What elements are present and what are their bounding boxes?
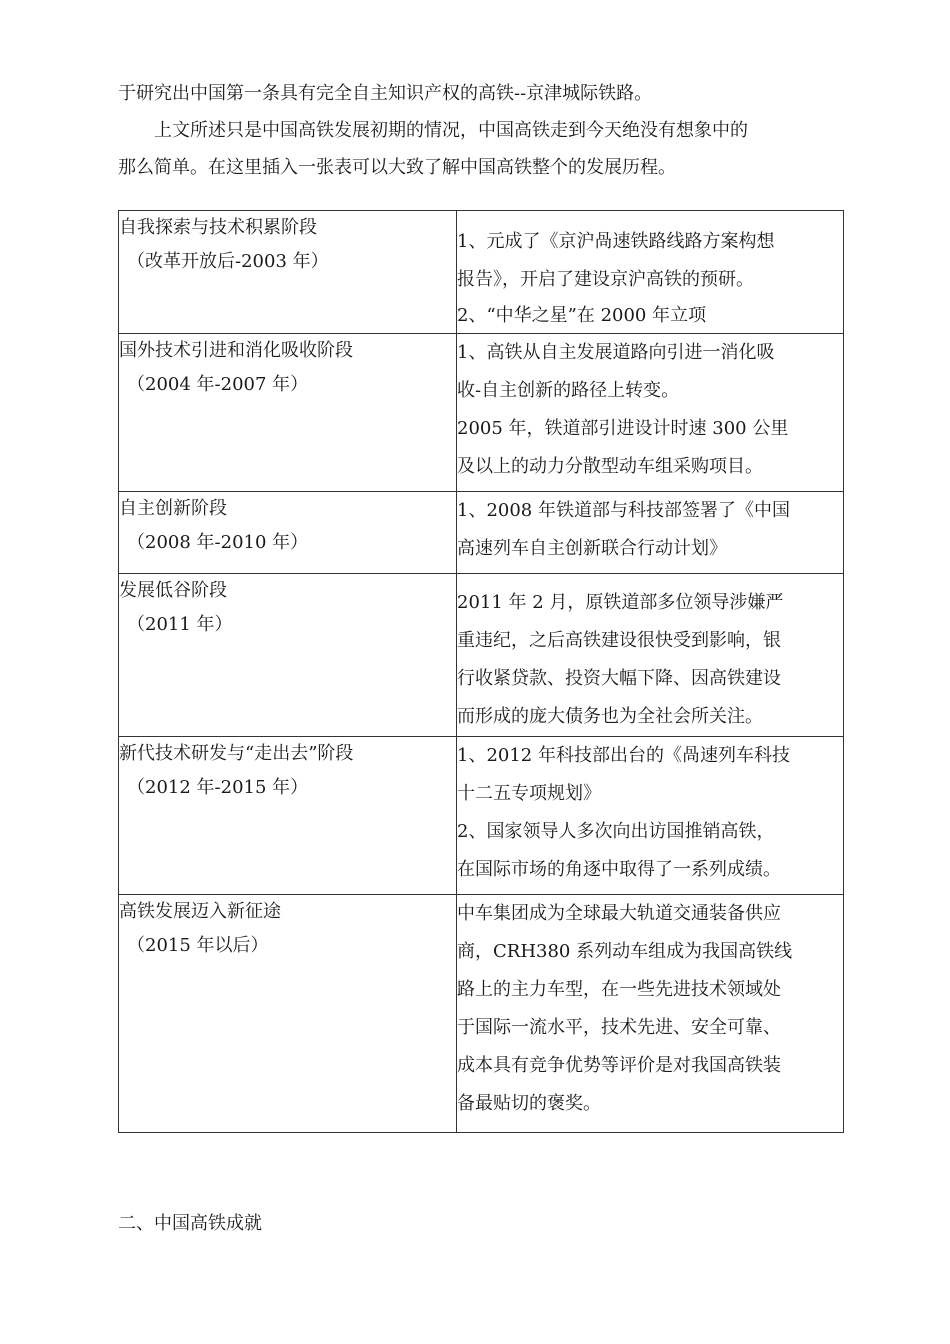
desc-line: 于国际一流水平，技术先进、安全可靠、 — [457, 1017, 781, 1038]
stage-period: （2015 年以后） — [127, 935, 269, 956]
desc-cell — [457, 211, 844, 334]
table-row — [119, 334, 844, 492]
desc-line: 1、元成了《京沪咼速铁路线路方案构想 — [457, 231, 775, 252]
desc-line: 2011 年 2 月，原铁道部多位领导涉嫌严 — [457, 592, 784, 613]
desc-line: 1、2008 年铁道部与科技部签署了《中国 — [457, 500, 790, 521]
table-row — [119, 737, 844, 895]
desc-line: 路上的主力车型，在一些先进技术领域处 — [457, 979, 781, 1000]
desc-cell — [457, 737, 844, 895]
desc-cell — [457, 895, 844, 1133]
desc-line: 商，CRH380 系列动车组成为我国高铁线 — [457, 941, 793, 962]
table-row — [119, 895, 844, 1133]
desc-cell — [457, 334, 844, 492]
desc-line: 备最贴切的褒奖。 — [457, 1093, 601, 1114]
stage-name: 国外技术引进和消化吸收阶段 — [119, 340, 353, 361]
desc-line: 而形成的庞大债务也为全社会所关注。 — [457, 706, 763, 727]
desc-cell — [457, 574, 844, 737]
stage-period: （2011 年） — [127, 614, 233, 635]
desc-line: 重违纪，之后高铁建设很快受到影响，银 — [457, 630, 781, 651]
desc-line: 成本具有竞争优势等评价是对我国高铁装 — [457, 1055, 781, 1076]
desc-line: 2、“中华之星”在 2000 年立项 — [457, 305, 707, 326]
desc-line: 及以上的动力分散型动车组采购项目。 — [457, 456, 763, 477]
stage-name: 新代技术研发与“走出去”阶段 — [119, 743, 354, 764]
desc-line: 1、2012 年科技部出台的《咼速列车科技 — [457, 745, 790, 766]
stage-cell — [119, 492, 457, 574]
desc-line: 2、国家领导人多次向出访国推销高铁， — [457, 821, 775, 842]
table-row — [119, 211, 844, 334]
desc-line: 十二五专项规划》 — [457, 783, 601, 804]
stage-period: （2004 年-2007 年） — [127, 374, 309, 395]
stage-cell — [119, 574, 457, 737]
development-timeline-table — [118, 210, 844, 1133]
desc-line: 在国际市场的角逐中取得了一系列成绩。 — [457, 859, 781, 880]
table-row — [119, 492, 844, 574]
desc-cell — [457, 492, 844, 574]
desc-line: 1、高铁从自主发展道路向引进一消化吸 — [457, 342, 775, 363]
desc-line: 2005 年，铁道部引进设计时速 300 公里 — [457, 418, 789, 439]
stage-name: 发展低谷阶段 — [119, 580, 227, 601]
stage-period: （2012 年-2015 年） — [127, 777, 309, 798]
stage-name: 自我探索与技术积累阶段 — [119, 217, 317, 238]
stage-name: 高铁发展迈入新征途 — [119, 901, 281, 922]
table-row — [119, 574, 844, 737]
stage-cell — [119, 895, 457, 1133]
stage-period: （2008 年-2010 年） — [127, 532, 309, 553]
desc-line: 中车集团成为全球最大轨道交通装备供应 — [457, 903, 781, 924]
stage-cell — [119, 334, 457, 492]
intro-line-1: 于研究出中国第一条具有完全自主知识产权的高铁--京津城际铁路。 — [118, 83, 653, 104]
desc-line: 报告》，开启了建设京沪高铁的预研。 — [457, 269, 754, 290]
stage-period: （改革开放后-2003 年） — [127, 251, 329, 272]
stage-cell — [119, 211, 457, 334]
stage-cell — [119, 737, 457, 895]
desc-line: 高速列车自主创新联合行动计划》 — [457, 538, 727, 559]
section-heading: 二、中国高铁成就 — [118, 1213, 262, 1234]
desc-line: 收-自主创新的路径上转变。 — [457, 380, 680, 401]
desc-line: 行收紧贷款、投资大幅下降、因高铁建设 — [457, 668, 781, 689]
intro-line-2: 上文所述只是中国高铁发展初期的情况，中国高铁走到今天绝没有想象中的 — [154, 120, 748, 141]
intro-line-3: 那么简单。在这里插入一张表可以大致了解中国高铁整个的发展历程。 — [118, 157, 676, 178]
stage-name: 自主创新阶段 — [119, 498, 227, 519]
